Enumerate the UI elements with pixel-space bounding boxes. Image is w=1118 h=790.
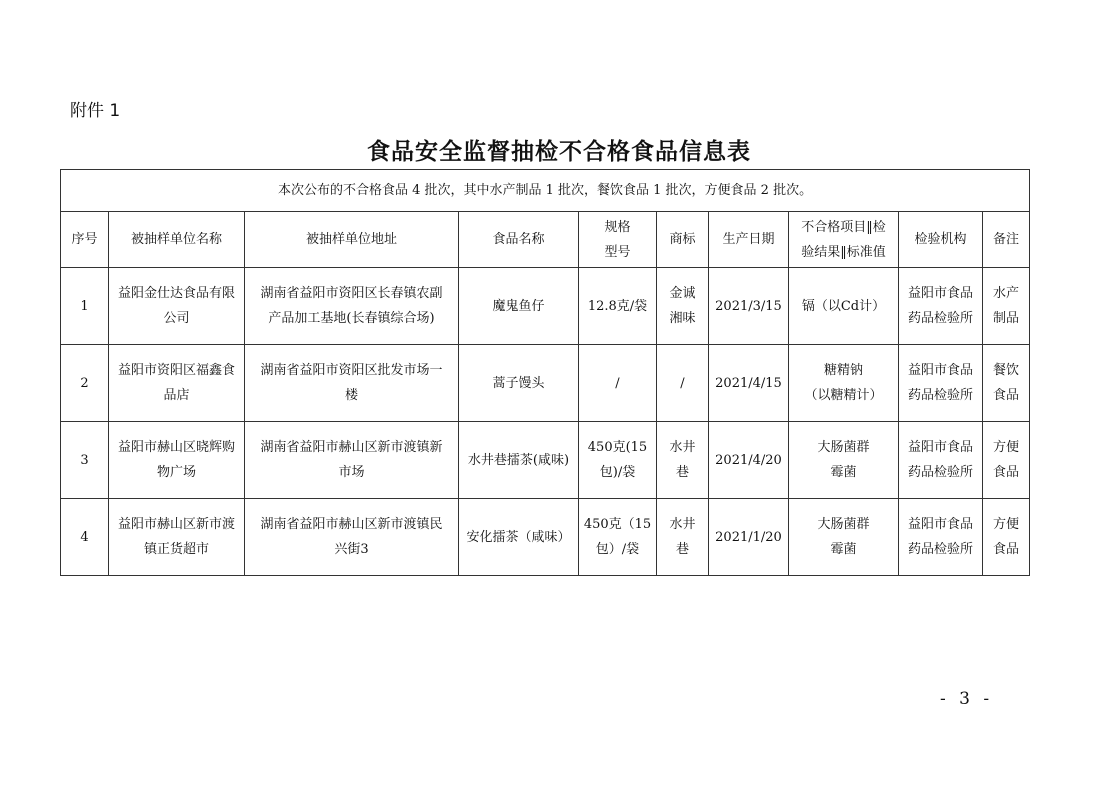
cell-inspection-agency-line: 药品检验所 (907, 388, 973, 403)
table-row (61, 499, 1030, 576)
header-failed-item-line-1: 不合格项目‖检 (801, 219, 886, 235)
cell-remarks-line: 方便 (993, 517, 1020, 532)
cell-brand-line: 水井 (669, 440, 696, 455)
cell-food-name-line: 魔鬼鱼仔 (492, 298, 545, 314)
cell-remarks-line: 方便 (993, 440, 1020, 455)
header-remarks: 备注 (983, 212, 1030, 268)
cell-unit-address-line: 楼 (344, 388, 358, 403)
cell-unit-name-line: 品店 (163, 388, 190, 403)
cell-remarks-line: 水产 (993, 286, 1020, 301)
cell-unit-address-line: 湖南省益阳市赫山区新市渡镇新 (260, 440, 443, 455)
page-number: - 3 - (940, 689, 994, 709)
cell-failed-item (789, 268, 899, 345)
cell-inspection-agency-line: 益阳市食品 (907, 286, 973, 301)
cell-unit-name-line: 公司 (163, 311, 190, 326)
header-failed-item-line-2: 验结果‖标准值 (801, 244, 886, 260)
cell-failed-item-line: 大肠菌群 (817, 517, 870, 532)
cell-unit-name-line: 物广场 (156, 465, 196, 480)
cell-failed-item-line: 糖精钠 (823, 363, 863, 378)
cell-inspection-agency-line: 药品检验所 (907, 465, 973, 480)
cell-unit-address-line: 产品加工基地(长春镇综合场) (268, 311, 435, 326)
summary-row (61, 170, 1030, 212)
cell-unit-address-line: 湖南省益阳市资阳区长春镇农副 (260, 286, 443, 301)
cell-inspection-agency-line: 药品检验所 (907, 542, 973, 557)
cell-seq: 1 (61, 268, 109, 345)
cell-unit-address-line: 湖南省益阳市资阳区批发市场一 (260, 363, 443, 378)
cell-brand (657, 345, 709, 422)
header-food-name: 食品名称 (459, 212, 579, 268)
cell-remarks-line: 食品 (993, 465, 1020, 480)
cell-unit-name (109, 499, 245, 576)
cell-inspection-agency-line: 益阳市食品 (907, 517, 973, 532)
cell-remarks-line: 餐饮 (993, 363, 1020, 378)
cell-brand-line: 巷 (675, 465, 689, 480)
cell-unit-address (245, 499, 459, 576)
header-spec-line-1: 规格 (604, 219, 631, 235)
cell-unit-name-line: 益阳市赫山区新市渡 (117, 517, 235, 532)
cell-food-name-line: 安化擂茶（咸味） (466, 529, 571, 545)
cell-unit-name-line: 镇正货超市 (143, 542, 209, 557)
cell-brand (657, 422, 709, 499)
cell-unit-address-line: 市场 (338, 465, 365, 480)
cell-spec (579, 422, 657, 499)
cell-failed-item (789, 499, 899, 576)
cell-remarks (983, 499, 1030, 576)
cell-inspection-agency (899, 345, 983, 422)
cell-unit-name (109, 345, 245, 422)
cell-brand-line: / (680, 375, 685, 391)
cell-remarks-line: 制品 (993, 311, 1020, 326)
cell-unit-address-line: 湖南省益阳市赫山区新市渡镇民 (260, 517, 443, 532)
cell-unit-address (245, 268, 459, 345)
cell-inspection-agency-line: 益阳市食品 (907, 440, 973, 455)
table-row (61, 422, 1030, 499)
cell-spec (579, 345, 657, 422)
cell-unit-name-line: 益阳金仕达食品有限 (117, 286, 235, 301)
cell-spec-line: 450克（15 (583, 517, 652, 532)
cell-failed-item (789, 345, 899, 422)
cell-food-name-line: 水井巷擂茶(咸味) (467, 452, 570, 468)
cell-remarks (983, 422, 1030, 499)
cell-brand-line: 水井 (669, 517, 696, 532)
header-failed-item (789, 212, 899, 268)
cell-unit-address (245, 345, 459, 422)
attachment-label: 附件 1 (70, 101, 121, 121)
cell-inspection-agency-line: 药品检验所 (907, 311, 973, 326)
cell-spec-line: 12.8克/袋 (587, 298, 648, 314)
cell-remarks-line: 食品 (993, 542, 1020, 557)
header-brand: 商标 (657, 212, 709, 268)
cell-remarks (983, 345, 1030, 422)
cell-seq: 3 (61, 422, 109, 499)
cell-failed-item-line: 霉菌 (830, 465, 857, 480)
cell-inspection-agency (899, 422, 983, 499)
cell-inspection-agency (899, 499, 983, 576)
cell-brand-line: 湘味 (669, 311, 696, 326)
header-inspection-agency: 检验机构 (899, 212, 983, 268)
cell-food-name-line: 蒿子馒头 (492, 375, 545, 391)
cell-spec (579, 268, 657, 345)
cell-unit-name-line: 益阳市赫山区晓辉购 (117, 440, 235, 455)
summary-cell: 本次公布的不合格食品 4 批次，其中水产制品 1 批次，餐饮食品 1 批次，方便食品 2 批次。 (61, 170, 1030, 212)
cell-remarks-line: 食品 (993, 388, 1020, 403)
table-row (61, 345, 1030, 422)
cell-failed-item-line: （以糖精计） (804, 388, 883, 403)
cell-failed-item-line: 霉菌 (830, 542, 857, 557)
cell-food-name (459, 422, 579, 499)
cell-production-date: 2021/1/20 (709, 499, 789, 576)
cell-brand-line: 巷 (675, 542, 689, 557)
cell-spec-line: / (615, 375, 620, 391)
cell-inspection-agency (899, 268, 983, 345)
unqualified-food-table (60, 169, 1030, 576)
cell-brand (657, 268, 709, 345)
table-row (61, 268, 1030, 345)
cell-production-date: 2021/4/20 (709, 422, 789, 499)
cell-unit-name-line: 益阳市资阳区福鑫食 (117, 363, 235, 378)
cell-remarks (983, 268, 1030, 345)
cell-spec-line: 包）/袋 (595, 542, 640, 557)
cell-seq: 4 (61, 499, 109, 576)
header-row (61, 212, 1030, 268)
document-title: 食品安全监督抽检不合格食品信息表 (367, 139, 751, 165)
cell-food-name (459, 345, 579, 422)
cell-failed-item (789, 422, 899, 499)
cell-inspection-agency-line: 益阳市食品 (907, 363, 973, 378)
cell-seq: 2 (61, 345, 109, 422)
cell-unit-name (109, 268, 245, 345)
cell-food-name (459, 499, 579, 576)
cell-production-date: 2021/3/15 (709, 268, 789, 345)
cell-failed-item-line: 镉（以Cd计） (801, 298, 886, 314)
header-unit-name: 被抽样单位名称 (109, 212, 245, 268)
cell-food-name (459, 268, 579, 345)
header-unit-address: 被抽样单位地址 (245, 212, 459, 268)
cell-spec-line: 包)/袋 (599, 465, 636, 480)
cell-unit-address-line: 兴街3 (334, 542, 369, 557)
header-production-date: 生产日期 (709, 212, 789, 268)
header-spec (579, 212, 657, 268)
cell-spec-line: 450克(15 (587, 440, 648, 455)
cell-failed-item-line: 大肠菌群 (817, 440, 870, 455)
header-seq: 序号 (61, 212, 109, 268)
cell-unit-address (245, 422, 459, 499)
cell-spec (579, 499, 657, 576)
header-spec-line-2: 型号 (604, 244, 631, 260)
cell-brand (657, 499, 709, 576)
cell-production-date: 2021/4/15 (709, 345, 789, 422)
cell-brand-line: 金诚 (669, 286, 696, 301)
cell-unit-name (109, 422, 245, 499)
